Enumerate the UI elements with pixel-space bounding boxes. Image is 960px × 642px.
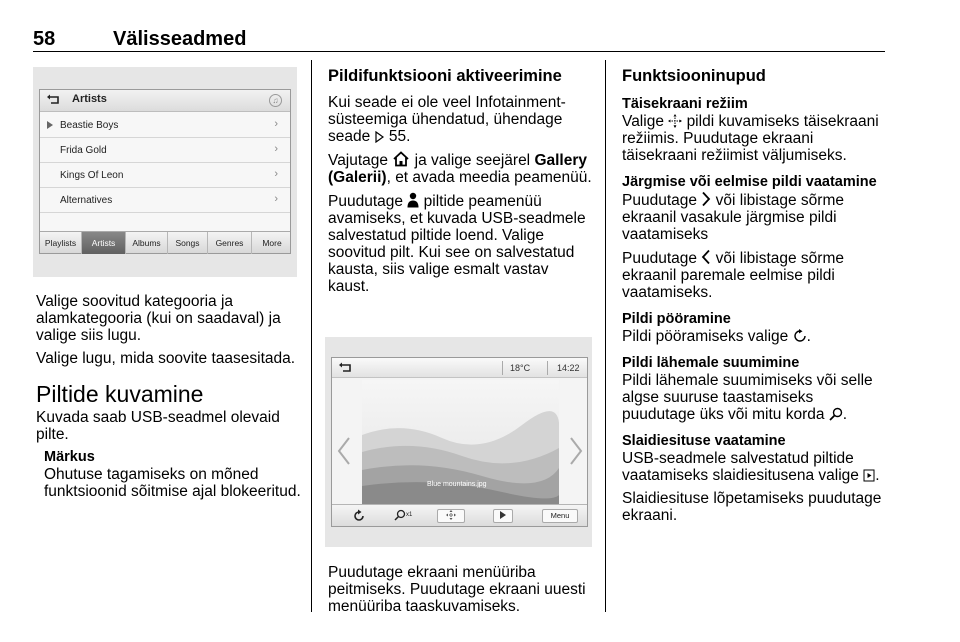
paragraph: Puudutage või libistage sõrme ekraanil paremale eelmise pildi vaatamiseks. (622, 250, 844, 301)
subsection-heading: Täisekraani režiim (622, 96, 748, 112)
tab-genres: Genres (208, 232, 252, 254)
gallery-toolbar (332, 504, 587, 526)
paragraph: Puudutage või libistage sõrme ekraanil vasakule järgmise pildi vaatamiseks (622, 192, 844, 243)
gallery-screenshot (325, 337, 592, 547)
subsection-heading: Pildi pööramine (622, 311, 731, 327)
note-title: Märkus (44, 449, 95, 465)
person-icon (407, 192, 419, 208)
chapter-title: Välisseadmed (113, 28, 247, 50)
zoom-button: x1 (394, 509, 412, 521)
paragraph: Valige lugu, mida soovite taasesitada. (36, 350, 296, 367)
chevron-right-icon: › (274, 143, 278, 155)
section-heading: Pildifunktsiooni aktiveerimine (328, 67, 562, 85)
tab-playlists: Playlists (40, 232, 82, 254)
list-item: Frida Gold › (40, 138, 290, 163)
music-icon: ♫ (269, 94, 282, 107)
column-2-lower (328, 564, 596, 621)
tab-artists: Artists (82, 232, 126, 254)
chevron-right-icon: › (274, 168, 278, 180)
paragraph: Kui seade ei ole veel Infotainment-süsteemiga ühendatud, ühendage seade 55. (328, 94, 566, 145)
slideshow-button (493, 509, 513, 523)
paragraph: Puudutage ekraani menüüriba peitmiseks. Puudutage ekraani uuesti menüüriba taaskuvamiseks. (328, 564, 586, 615)
temperature: 18°C (510, 363, 531, 373)
rotate-icon (352, 509, 366, 523)
chevron-left-icon (336, 436, 352, 466)
chevron-left-icon (701, 249, 711, 265)
list-item: Beastie Boys › (40, 113, 290, 138)
play-icon (47, 121, 53, 129)
paragraph: Pildi lähemale suumimiseks või selle algse suuruse taastamiseks puudutage üks või mitu korda . (622, 372, 873, 423)
back-icon (46, 93, 62, 107)
note-text: Ohutuse tagamiseks on mõned funktsioonid sõitmise ajal blokeeritud. (44, 466, 301, 500)
paragraph: USB-seadmele salvestatud piltide vaatamiseks slaidiesitusena valige . (622, 450, 880, 484)
list-item: Kings Of Leon › (40, 163, 290, 188)
category-tabs (40, 231, 290, 253)
page-number: 58 (33, 28, 56, 50)
note-box (36, 449, 302, 500)
column-2 (328, 66, 594, 301)
column-3 (622, 66, 890, 530)
page-header (33, 26, 885, 52)
image-caption: Blue mountains.jpg (427, 481, 487, 488)
paragraph: Vajutage ja valige seejärel Gallery (Galerii), et avada meedia peamenüü. (328, 152, 592, 186)
artists-screenshot (33, 67, 297, 277)
subsection-heading: Pildi lähemale suumimine (622, 355, 800, 371)
paragraph: Slaidiesituse lõpetamiseks puudutage ekraani. (622, 490, 882, 524)
fullscreen-button (437, 509, 465, 523)
screen-title: Artists (72, 93, 107, 105)
paragraph: Valige soovitud kategooria ja alamkategooria (kui on saadaval) ja valige siis lugu. (36, 293, 281, 344)
zoom-icon (829, 407, 843, 421)
fullscreen-icon (668, 114, 682, 128)
home-icon (392, 151, 410, 167)
chevron-right-icon (701, 191, 711, 207)
gallery-screen (331, 357, 588, 527)
status-bar (332, 358, 587, 378)
tab-albums: Albums (126, 232, 168, 254)
play-icon (499, 510, 507, 520)
fullscreen-icon (443, 510, 459, 520)
tab-songs: Songs (168, 232, 208, 254)
chevron-right-icon (568, 436, 584, 466)
column-divider (605, 60, 606, 612)
clock: 14:22 (557, 363, 580, 373)
section-heading: Piltide kuvamine (36, 381, 204, 407)
tab-more: More (262, 238, 282, 248)
artists-screen (39, 89, 291, 254)
paragraph: Pildi pööramiseks valige . (622, 328, 811, 345)
chevron-right-icon: › (274, 118, 278, 130)
column-divider (311, 60, 312, 612)
slideshow-icon (863, 469, 875, 482)
column-1 (36, 293, 302, 500)
paragraph: Puudutage piltide peamenüü avamiseks, et kuvada USB-seadmele salvestatud piltide loend. Valige soovitud pilt. Kui see on salvestatud kausta, siis valige esmalt vastav kaust. (328, 193, 586, 295)
subsection-heading: Järgmise või eelmise pildi vaatamine (622, 174, 877, 190)
subsection-heading: Slaidiesituse vaatamine (622, 433, 786, 449)
paragraph: Valige pildi kuvamiseks täisekraani režiimis. Puudutage ekraani täisekraani režiimist väljumiseks. (622, 113, 879, 164)
section-heading: Funktsiooninupud (622, 67, 766, 85)
zoom-icon (394, 509, 406, 521)
page-ref-icon (375, 131, 385, 143)
list-item: Alternatives › (40, 188, 290, 213)
menu-button: Menu (542, 509, 578, 523)
back-icon (338, 361, 354, 375)
paragraph: Kuvada saab USB-seadmel olevaid pilte. (36, 409, 280, 443)
screen-title-bar (40, 90, 290, 112)
chevron-right-icon: › (274, 193, 278, 205)
rotate-icon (793, 329, 807, 343)
